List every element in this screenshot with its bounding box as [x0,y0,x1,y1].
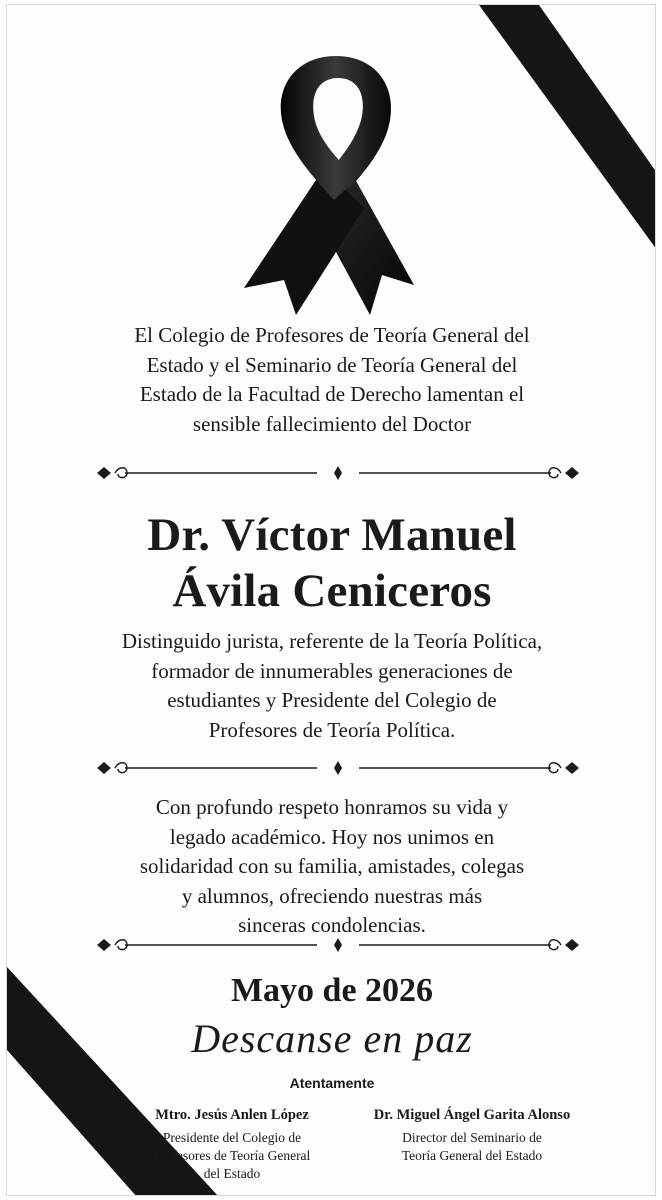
rest-in-peace-text: Descanse en paz [191,1016,473,1061]
date-heading: Mayo de 2026 [230,972,434,1009]
tribute-line: solidaridad con su familia, amistades, colegas [139,854,525,878]
deceased-name [47,507,617,619]
signer-title [337,1129,607,1165]
signer-title-line: del Estado [203,1166,261,1181]
ornamental-divider-icon [95,463,581,483]
signer-title-line: Teoría General del Estado [401,1148,543,1163]
ornamental-divider-icon [95,758,581,778]
intro-line: sensible fallecimiento del Doctor [192,411,472,436]
tribute-line: sinceras condolencias. [238,913,426,937]
obituary-card [6,4,656,1196]
description-line: formador de innumerables generaciones de [151,658,513,683]
description-line: estudiantes y Presidente del Colegio de [167,688,497,712]
intro-line: El Colegio de Profesores de Teoría General del [134,323,530,347]
description-line: Profesores de Teoría Política. [208,717,456,742]
signer-name: Dr. Miguel Ángel Garita Alonso [373,1107,571,1123]
name-line: Dr. Víctor Manuel [147,509,517,561]
signer-title-line: Director del Seminario de [402,1130,542,1145]
description-text [67,627,597,745]
tribute-line: legado académico. Hoy nos unimos en [169,824,495,849]
signer-name: Mtro. Jesús Anlen López [155,1107,309,1123]
intro-text [67,321,597,439]
regards-label: Atentamente [289,1075,375,1091]
signer-1 [102,1105,362,1183]
tribute-text [67,793,597,941]
signer-title [102,1129,362,1183]
tribute-line: y alumnos, ofreciendo nuestras más [181,883,483,908]
description-line: Distinguido jurista, referente de la Teoría Política, [121,629,543,653]
signer-title-line: Presidente del Colegio de [162,1130,302,1145]
intro-line: Estado de la Facultad de Derecho lamentan el [139,382,525,406]
signer-title-line: Profesores de Teoría General [153,1148,311,1163]
signer-2 [337,1105,607,1165]
name-line: Ávila Ceniceros [172,565,492,617]
intro-line: Estado y el Seminario de Teoría General del [146,352,518,377]
mourning-ribbon-icon [232,50,444,320]
tribute-line: Con profundo respeto honramos su vida y [155,795,509,819]
ornamental-divider-icon [95,935,581,955]
